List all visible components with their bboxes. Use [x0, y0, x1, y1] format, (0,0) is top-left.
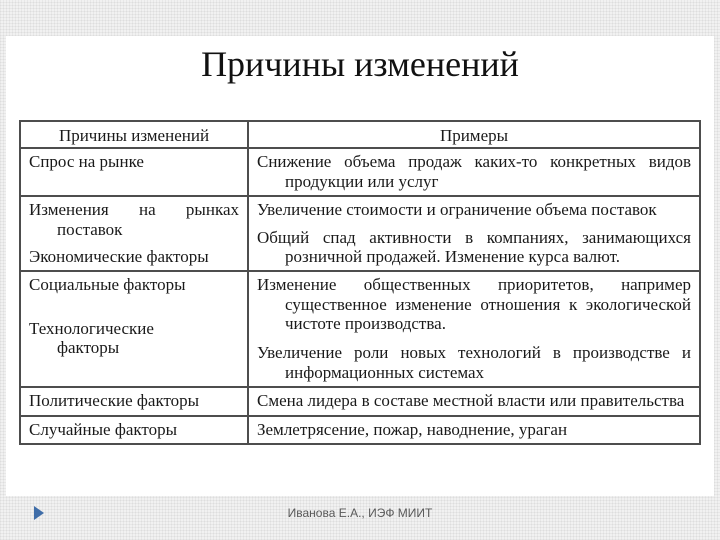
cause-text: Случайные факторы [29, 419, 178, 439]
example-text: Землетрясение, пожар, наводнение, ураган [257, 419, 568, 439]
example-cell [248, 148, 700, 196]
cause-text: Технологические факторы [29, 318, 154, 357]
table-row [20, 271, 700, 387]
example-text: Увеличение стоимости и ограничение объема поставок [257, 200, 657, 220]
cause-text: Политические факторы [29, 391, 200, 411]
table-row [20, 196, 700, 271]
example-text: Смена лидера в составе местной власти или правительства [257, 391, 685, 411]
slide-footer: Иванова Е.А., ИЭФ МИИТ [287, 506, 433, 520]
example-cell [248, 271, 700, 387]
cause-text: Изменения на рынках поставок [29, 200, 239, 239]
cause-text: Экономические факторы [29, 246, 209, 266]
example-text: Снижение объема продаж каких-то конкретных видов продукции или услуг [257, 152, 691, 191]
table-header-row [20, 121, 700, 148]
cause-text: Спрос на рынке [29, 152, 144, 172]
table-row [20, 148, 700, 196]
example-text: Увеличение роли новых технологий в производстве и информационных системах [257, 343, 691, 382]
example-text: Изменение общественных приоритетов, например существенное изменение отношения к экологической чистоте производства. [257, 275, 691, 333]
slide-title: Причины изменений [201, 44, 519, 84]
example-cell [248, 416, 700, 444]
table-row [20, 387, 700, 415]
cause-cell [20, 148, 248, 196]
header-examples: Примеры [248, 121, 700, 148]
cause-cell [20, 387, 248, 415]
cause-cell [20, 271, 248, 387]
example-cell [248, 387, 700, 415]
cause-cell [20, 196, 248, 271]
causes-table-wrapper [19, 120, 701, 445]
header-causes: Причины изменений [20, 121, 248, 148]
example-text: Общий спад активности в компаниях, занимающихся розничной продажей. Изменение курса валют. [257, 227, 691, 266]
causes-table [19, 120, 701, 445]
cause-text: Социальные факторы [29, 275, 186, 295]
cause-cell [20, 416, 248, 444]
table-row [20, 416, 700, 444]
slide [6, 36, 714, 496]
example-cell [248, 196, 700, 271]
